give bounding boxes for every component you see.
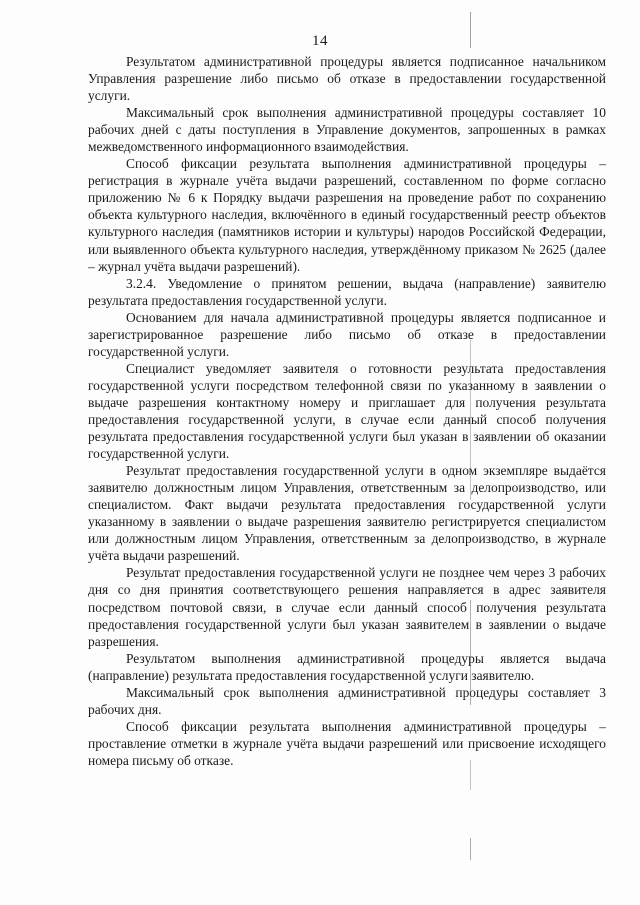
paragraph-fixation-method-mark: Способ фиксации результата выполнения административной процедуры – проставление отметки в журнале учёта выдачи разрешений или присвоение исходящего номера письму об отказе.: [88, 718, 606, 768]
paragraph-basis-for-procedure: Основанием для начала административной процедуры является подписанное и зарегистрированное разрешение либо письмо об отказе в предоставлении государственной услуги.: [88, 309, 606, 359]
document-body: [88, 53, 606, 769]
paragraph-specialist-notifies: Специалист уведомляет заявителя о готовности результата предоставления государственной услуги посредством телефонной связи по указанному в заявлении о выдаче разрешения контактному номеру и приглашает для получения результата предоставления государственной услуги, в случае если данный способ получения результата предоставления государственной услуги был указан в заявлении об оказании государственной услуги.: [88, 360, 606, 462]
scan-artifact-line: [470, 600, 471, 705]
scan-artifact-line: [470, 760, 471, 790]
paragraph-result-sent-by-mail: Результат предоставления государственной услуги не позднее чем через 3 рабочих дня со дня принятия соответствующего решения направляется в адрес заявителя посредством почтовой связи, в случае если данный способ получения результата предоставления государственной услуги был указан заявителем в заявлении о выдаче разрешения.: [88, 565, 606, 649]
paragraph-section-3-2-4: 3.2.4. Уведомление о принятом решении, выдача (направление) заявителю результата предоставления государственной услуги.: [88, 275, 606, 308]
scan-artifact-line: [470, 12, 471, 48]
page-number: 14: [312, 33, 328, 49]
scan-artifact-line: [470, 838, 471, 860]
scan-artifact-line: [470, 340, 471, 500]
paragraph-result-signed-permit: Результатом административной процедуры является подписанное начальником Управления разрешение либо письмо об отказе в предоставлении государственной услуги.: [88, 54, 606, 104]
paragraph-result-issued-in-person: Результат предоставления государственной услуги в одном экземпляре выдаётся заявителю должностным лицом Управления, ответственным за делопроизводство, или специалистом. Факт выдачи результата предоставления государственной услуги указанному в заявлении о выдаче разрешения заявителю регистрируется специалистом или должностным лицом Управления, ответственным за делопроизводство, в журнале учёта выдачи разрешений.: [88, 463, 606, 564]
paragraph-max-term-3-days: Максимальный срок выполнения административной процедуры составляет 3 рабочих дня.: [88, 684, 606, 717]
paragraph-fixation-method-registration: Способ фиксации результата выполнения административной процедуры – регистрация в журнале учёта выдачи разрешений, составленном по форме согласно приложению № 6 к Порядку выдачи разрешения на проведение работ по сохранению объекта культурного наследия, включённого в единый государственный реестр объектов культурного наследия (памятников истории и культуры) народов Российской Федерации, или выявленного объекта культурного наследия, утверждённому приказом № 2625 (далее – журнал учёта выдачи разрешений).: [88, 156, 606, 274]
paragraph-procedure-result: Результатом выполнения административной процедуры является выдача (направление) результата предоставления государственной услуги заявителю.: [88, 650, 606, 683]
paragraph-max-term-10-days: Максимальный срок выполнения административной процедуры составляет 10 рабочих дней с даты поступления в Управление документов, запрошенных в рамках межведомственного информационного взаимодействия.: [88, 105, 606, 155]
